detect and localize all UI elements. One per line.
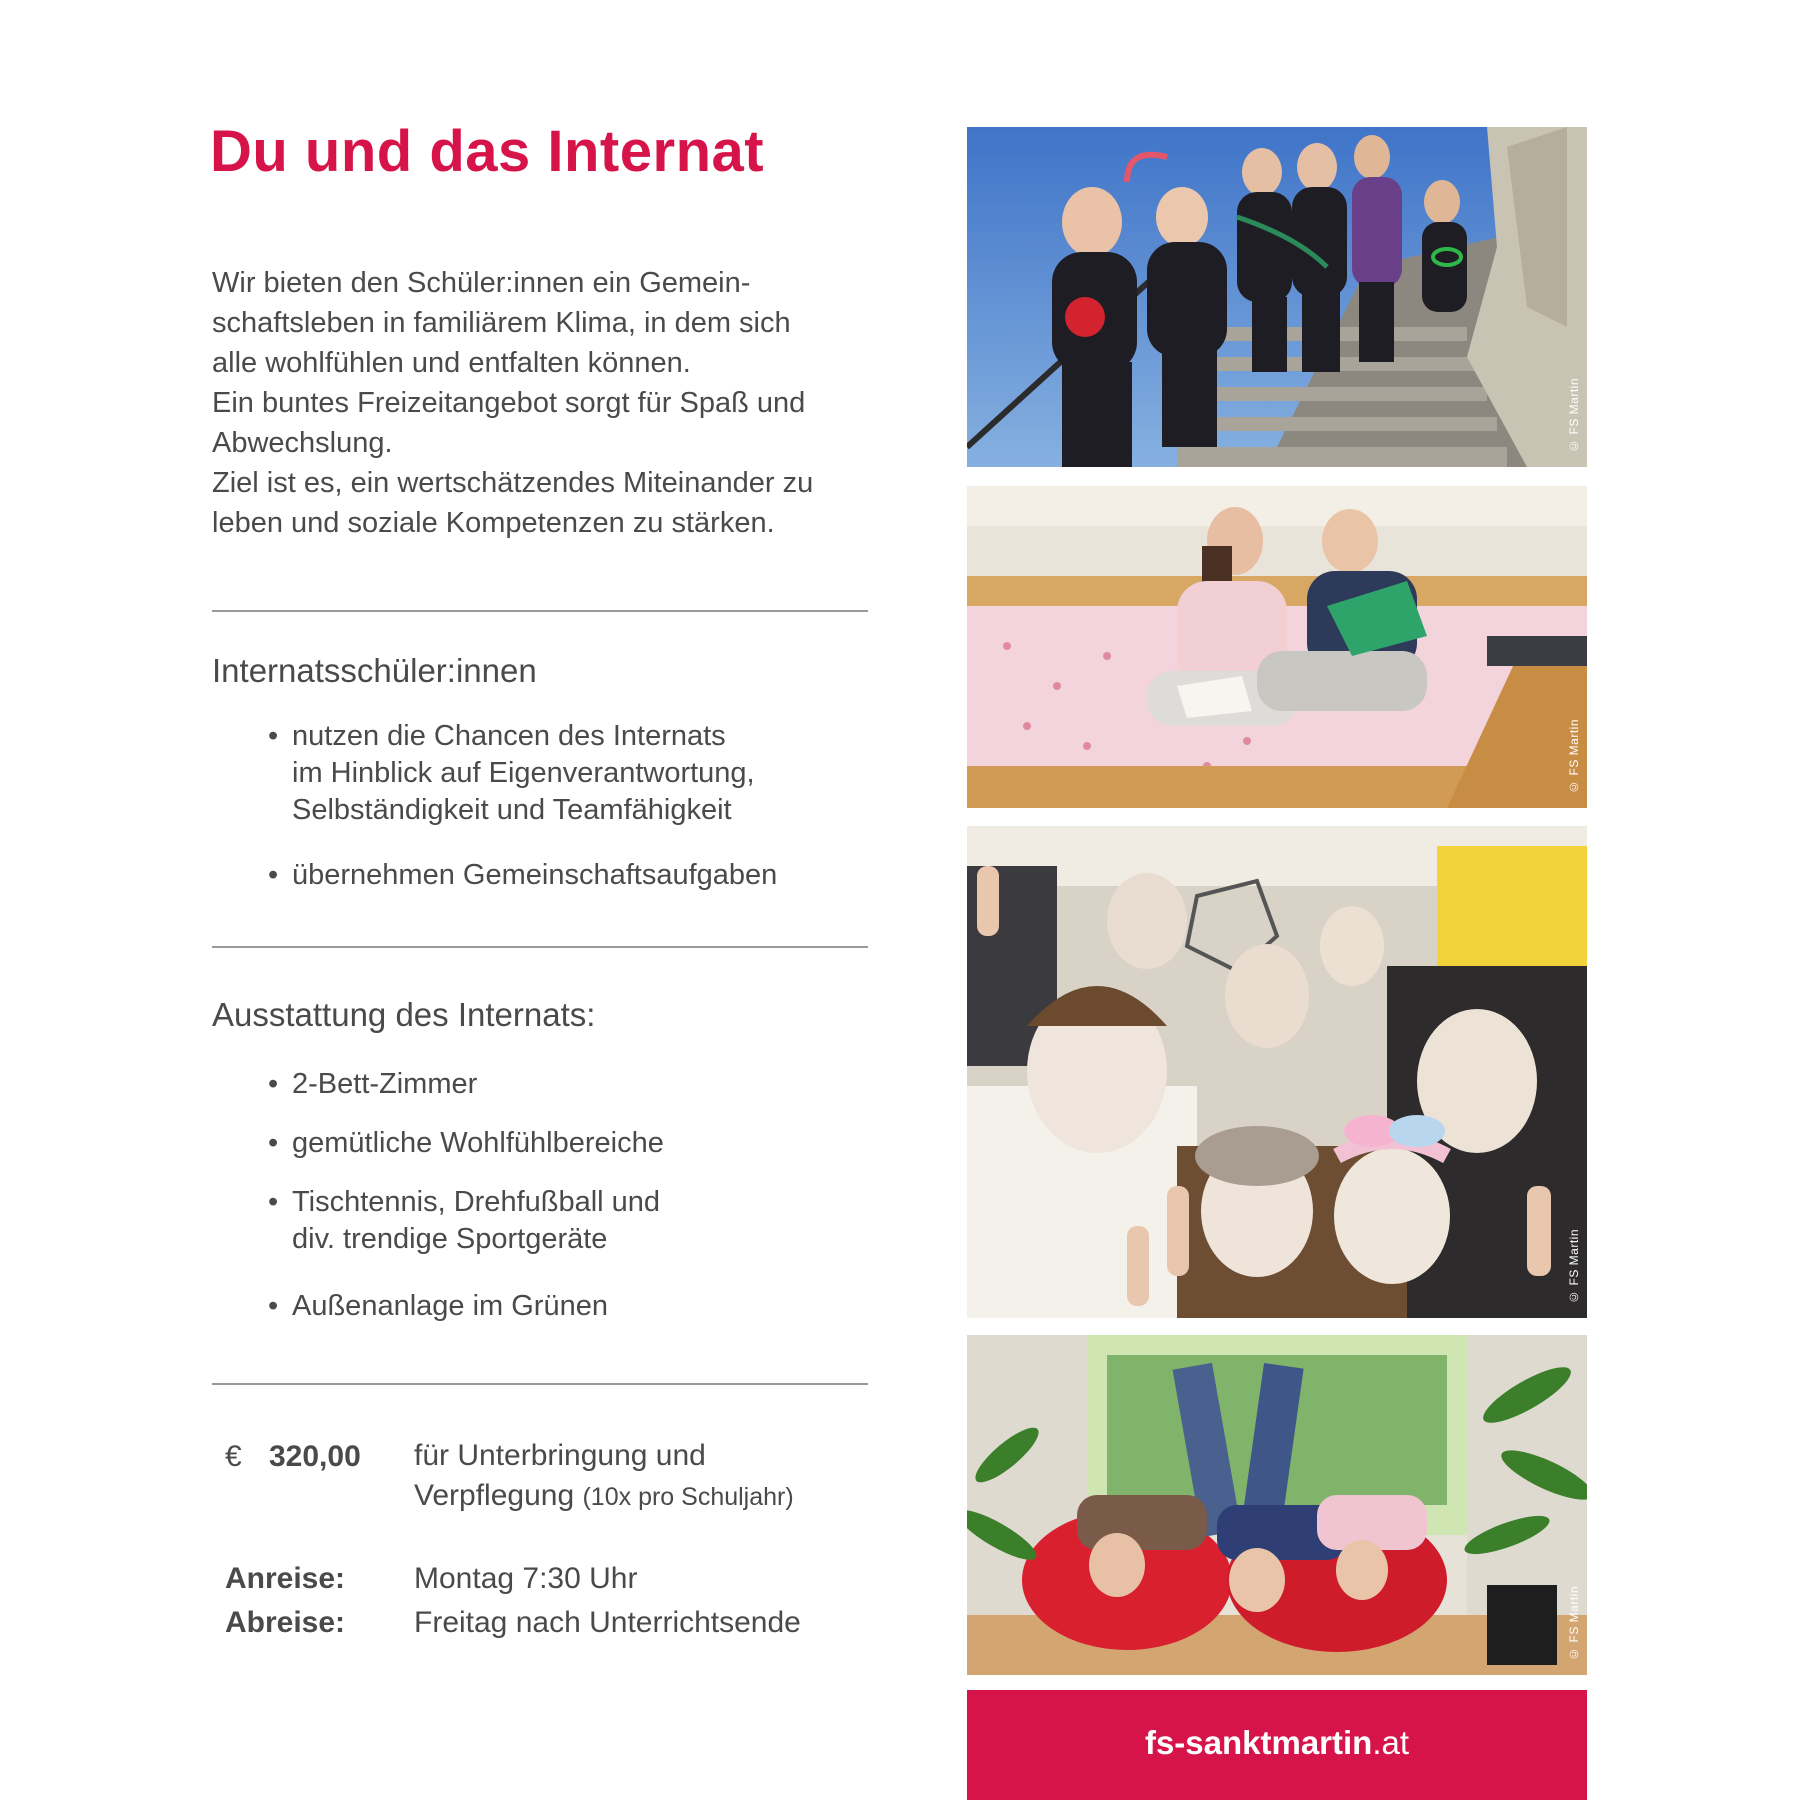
website-tld: .at	[1372, 1724, 1410, 1761]
departure-value: Freitag nach Unterrichtsende	[414, 1606, 801, 1639]
equipment-heading: Ausstattung des Internats:	[212, 996, 596, 1033]
bullet-icon: •	[268, 1290, 279, 1322]
departure-label: Abreise:	[225, 1606, 346, 1639]
price-note: (10x pro Schuljahr)	[582, 1483, 794, 1511]
price-desc-line: für Unterbringung und	[414, 1439, 706, 1472]
list-item-line: gemütliche Wohlfühlbereiche	[292, 1127, 664, 1159]
price-amount: 320,00	[269, 1440, 361, 1473]
page-title: Du und das Internat	[210, 119, 765, 184]
divider	[212, 1383, 868, 1385]
arrival-label: Anreise:	[225, 1562, 346, 1595]
list-item	[268, 857, 868, 894]
list-item-line: 2-Bett-Zimmer	[292, 1068, 478, 1100]
list-item-line: Tischtennis, Drehfußball und	[292, 1186, 661, 1218]
list-item-line: Selbständigkeit und Teamfähigkeit	[292, 794, 732, 826]
students-heading: Internatsschüler:innen	[212, 652, 537, 689]
photo-bedroom-image	[967, 486, 1587, 808]
footer-bar	[967, 1690, 1587, 1800]
photo-credit: © FS Martin	[1567, 378, 1581, 453]
divider	[212, 946, 868, 948]
currency-symbol: €	[225, 1440, 242, 1473]
list-item-line: Außenanlage im Grünen	[292, 1290, 608, 1322]
intro-line: Abwechslung.	[212, 427, 393, 459]
intro-text	[212, 263, 872, 543]
photo-face-masks	[967, 826, 1587, 1318]
price-desc-line	[414, 1476, 794, 1517]
intro-line: schaftsleben in familiärem Klima, in dem sich	[212, 307, 791, 339]
intro-line: Wir bieten den Schüler:innen ein Gemein-	[212, 267, 751, 299]
students-list	[268, 718, 868, 894]
arrival-value: Montag 7:30 Uhr	[414, 1562, 638, 1595]
list-item-line: nutzen die Chancen des Internats	[292, 720, 726, 752]
divider	[212, 610, 868, 612]
equipment-list	[268, 1066, 868, 1325]
bullet-icon: •	[268, 1127, 279, 1159]
bullet-icon: •	[268, 720, 279, 752]
website-link[interactable]	[967, 1724, 1587, 1762]
photo-outdoor-stairs	[967, 127, 1587, 467]
photo-face-masks-image	[967, 826, 1587, 1318]
website-domain: fs-sanktmartin	[1144, 1724, 1373, 1761]
photo-credit: © FS Martin	[1567, 1229, 1581, 1304]
photo-beanbags-image	[967, 1335, 1587, 1675]
price-description	[414, 1436, 794, 1517]
list-item-line: div. trendige Sportgeräte	[292, 1223, 608, 1255]
bullet-icon: •	[268, 859, 279, 891]
intro-line: Ziel ist es, ein wertschätzendes Miteinander zu	[212, 467, 814, 499]
list-item-line: im Hinblick auf Eigenverantwortung,	[292, 757, 755, 789]
list-item	[268, 1066, 868, 1103]
bullet-icon: •	[268, 1186, 279, 1218]
list-item	[268, 718, 868, 829]
photo-outdoor-stairs-image	[967, 127, 1587, 467]
photo-bedroom	[967, 486, 1587, 808]
intro-line: Ein buntes Freizeitangebot sorgt für Spaß und	[212, 387, 806, 419]
photo-beanbags	[967, 1335, 1587, 1675]
photo-credit: © FS Martin	[1567, 719, 1581, 794]
intro-line: alle wohlfühlen und entfalten können.	[212, 347, 691, 379]
intro-line: leben und soziale Kompetenzen zu stärken.	[212, 507, 775, 539]
list-item	[268, 1125, 868, 1162]
list-item	[268, 1184, 868, 1258]
list-item	[268, 1288, 868, 1325]
photo-credit: © FS Martin	[1567, 1586, 1581, 1661]
price-desc-text: Verpflegung	[414, 1479, 575, 1512]
list-item-line: übernehmen Gemeinschaftsaufgaben	[292, 859, 778, 891]
bullet-icon: •	[268, 1068, 279, 1100]
